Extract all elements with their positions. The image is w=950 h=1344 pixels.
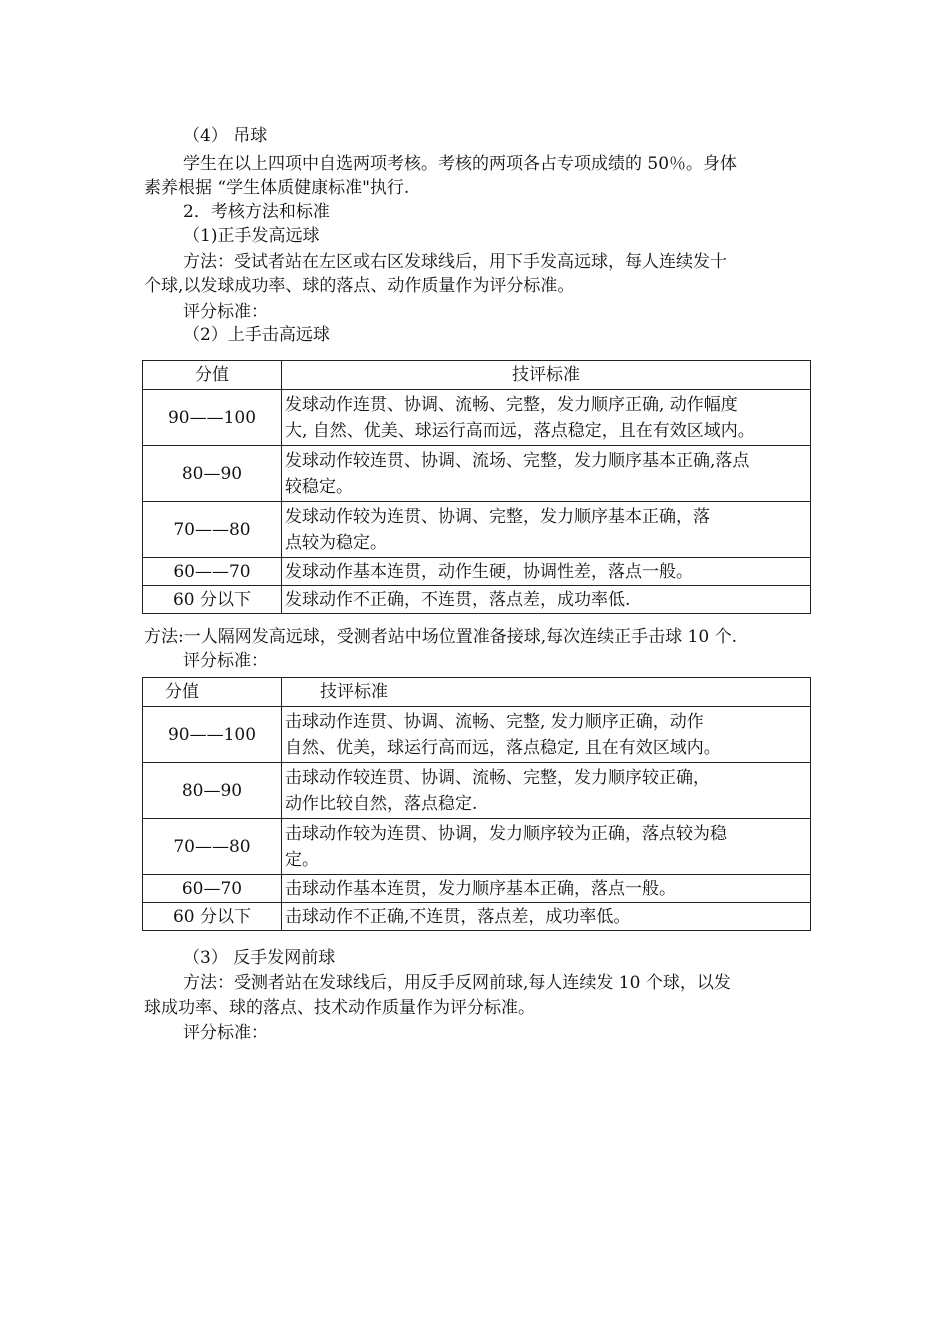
score-cell: 90——100 bbox=[143, 390, 282, 446]
table-row bbox=[143, 875, 811, 903]
criteria-1-label: 评分标准： bbox=[183, 302, 268, 322]
score-cell: 80—90 bbox=[143, 446, 282, 502]
criteria-cell: 发球动作基本连贯，动作生硬，协调性差，落点一般。 bbox=[282, 558, 811, 586]
table-row bbox=[143, 819, 811, 875]
header-criteria: 技评标准 bbox=[282, 361, 811, 390]
table-row bbox=[143, 707, 811, 763]
header-score: 分值 bbox=[143, 678, 282, 707]
table-row bbox=[143, 586, 811, 614]
score-cell: 80—90 bbox=[143, 763, 282, 819]
criteria-cell: 击球动作较连贯、协调、流畅、完整，发力顺序较正确， 动作比较自然，落点稳定. bbox=[282, 763, 811, 819]
method-1-line-1: 方法：受试者站在左区或右区发球线后，用下手发高远球，每人连续发十 bbox=[183, 252, 727, 272]
method-1-line-2: 个球,以发球成功率、球的落点、动作质量作为评分标准。 bbox=[144, 276, 575, 296]
criteria-3-label: 评分标准： bbox=[183, 1023, 268, 1043]
score-cell: 60 分以下 bbox=[143, 586, 282, 614]
selection-paragraph-line-1: 学生在以上四项中自选两项考核。考核的两项各占专项成绩的 50％。身体 bbox=[183, 154, 738, 174]
table-header-row bbox=[143, 361, 811, 390]
criteria-2-label: 评分标准： bbox=[183, 651, 268, 671]
criteria-cell: 发球动作连贯、协调、流畅、完整，发力顺序正确, 动作幅度 大, 自然、优美、球运行高而远，落点稳定，且在有效区域内。 bbox=[282, 390, 811, 446]
table-header-row bbox=[143, 678, 811, 707]
sub-3-heading: （3） 反手发网前球 bbox=[183, 948, 336, 968]
score-cell: 60 分以下 bbox=[143, 903, 282, 931]
criteria-cell: 发球动作不正确，不连贯，落点差，成功率低. bbox=[282, 586, 811, 614]
table-row bbox=[143, 558, 811, 586]
score-cell: 90——100 bbox=[143, 707, 282, 763]
table-row bbox=[143, 502, 811, 558]
table-row bbox=[143, 903, 811, 931]
criteria-cell: 击球动作基本连贯，发力顺序基本正确，落点一般。 bbox=[282, 875, 811, 903]
sub-1-heading: （1)正手发高远球 bbox=[183, 226, 320, 246]
item-4-heading: （4） 吊球 bbox=[183, 126, 268, 146]
section-2-heading: 2．考核方法和标准 bbox=[183, 202, 330, 222]
header-score: 分值 bbox=[143, 361, 282, 390]
score-cell: 70——80 bbox=[143, 819, 282, 875]
table-row bbox=[143, 390, 811, 446]
method-2-text: 方法:一人隔网发高远球，受测者站中场位置准备接球,每次连续正手击球 10 个. bbox=[144, 627, 737, 647]
selection-paragraph-line-2: 素养根据 “学生体质健康标准"执行. bbox=[144, 178, 410, 198]
table-row bbox=[143, 446, 811, 502]
table-row bbox=[143, 763, 811, 819]
criteria-cell: 发球动作较为连贯、协调、完整，发力顺序基本正确，落 点较为稳定。 bbox=[282, 502, 811, 558]
criteria-cell: 击球动作连贯、协调、流畅、完整, 发力顺序正确，动作 自然、优美，球运行高而远，落点稳定, 且在有效区域内。 bbox=[282, 707, 811, 763]
score-cell: 60—70 bbox=[143, 875, 282, 903]
sub-2-heading: （2）上手击高远球 bbox=[183, 325, 330, 345]
method-3-line-2: 球成功率、球的落点、技术动作质量作为评分标准。 bbox=[144, 998, 535, 1018]
score-table-1 bbox=[142, 360, 811, 614]
score-table-2 bbox=[142, 677, 811, 931]
criteria-cell: 击球动作较为连贯、协调，发力顺序较为正确，落点较为稳 定。 bbox=[282, 819, 811, 875]
criteria-cell: 发球动作较连贯、协调、流场、完整，发力顺序基本正确,落点 较稳定。 bbox=[282, 446, 811, 502]
score-cell: 60——70 bbox=[143, 558, 282, 586]
method-3-line-1: 方法：受测者站在发球线后，用反手反网前球,每人连续发 10 个球，以发 bbox=[183, 973, 731, 993]
score-cell: 70——80 bbox=[143, 502, 282, 558]
criteria-cell: 击球动作不正确,不连贯，落点差，成功率低。 bbox=[282, 903, 811, 931]
header-criteria: 技评标准 bbox=[282, 678, 811, 707]
